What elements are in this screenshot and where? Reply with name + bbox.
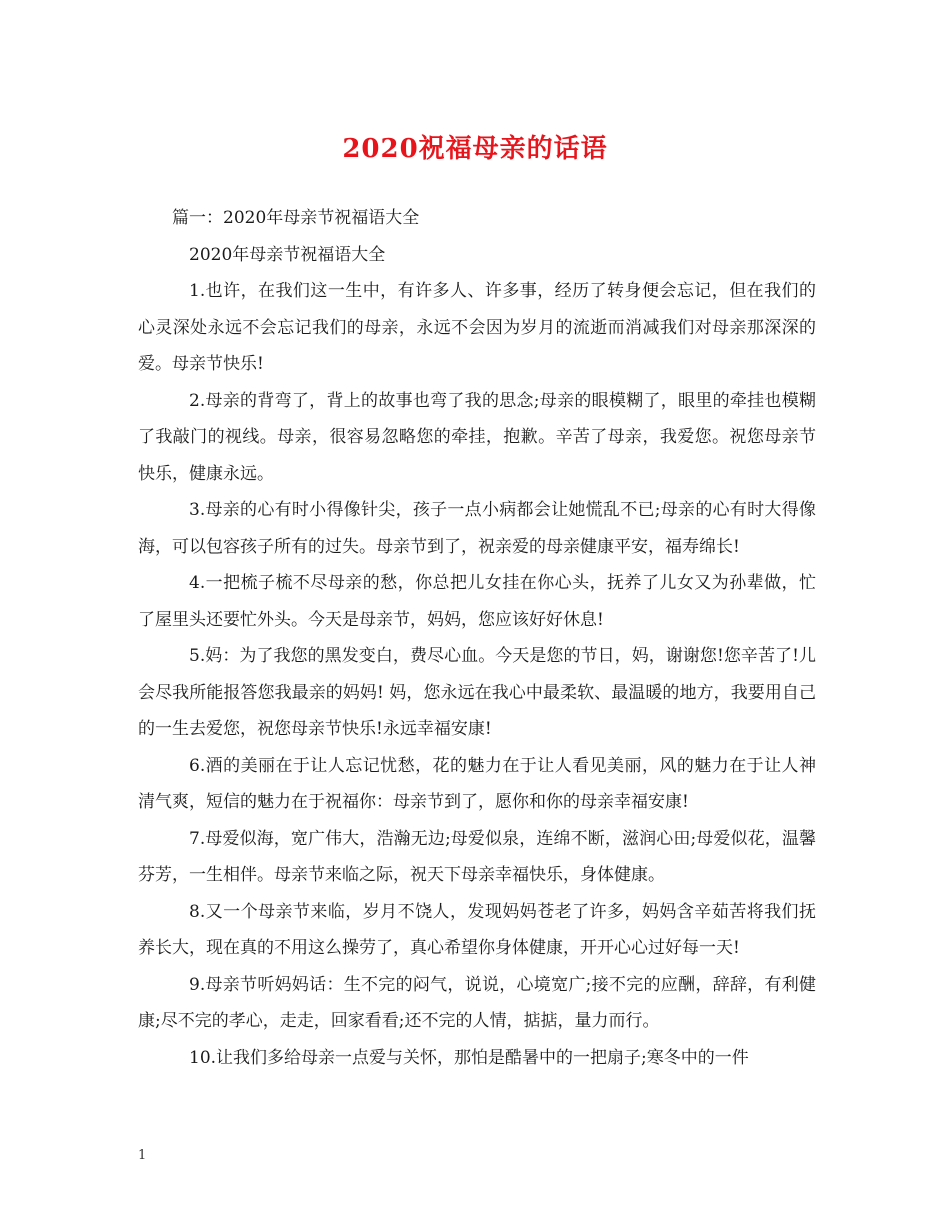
paragraph: 3.母亲的心有时小得像针尖，孩子一点小病都会让她慌乱不已;母亲的心有时大得像海，可以包容孩子所有的过失。母亲节到了，祝亲爱的母亲健康平安，福寿绵长! bbox=[138, 500, 816, 557]
paragraph: 9.母亲节听妈妈话：生不完的闷气，说说，心境宽广;接不完的应酬，辞辞，有利健康;尽不完的孝心，走走，回家看看;还不完的人情，掂掂，量力而行。 bbox=[138, 974, 816, 1031]
paragraph: 1.也许，在我们这一生中，有许多人、许多事，经历了转身便会忘记，但在我们的心灵深处永远不会忘记我们的母亲，永远不会因为岁月的流逝而消减我们对母亲那深深的爱。母亲节快乐! bbox=[138, 281, 816, 374]
section-heading: 篇一：2020年母亲节祝福语大全 bbox=[172, 208, 420, 228]
paragraph: 8.又一个母亲节来临，岁月不饶人，发现妈妈苍老了许多，妈妈含辛茹苦将我们抚养长大，现在真的不用这么操劳了，真心希望你身体健康，开开心心过好每一天! bbox=[138, 901, 816, 958]
paragraph: 4.一把梳子梳不尽母亲的愁，你总把儿女挂在你心头，抚养了儿女又为孙辈做，忙了屋里头还要忙外头。今天是母亲节，妈妈，您应该好好休息! bbox=[138, 573, 816, 630]
paragraph: 10.让我们多给母亲一点爱与关怀，那怕是酷暑中的一把扇子;寒冬中的一件 bbox=[189, 1047, 749, 1068]
paragraph: 7.母爱似海，宽广伟大，浩瀚无边;母爱似泉，连绵不断，滋润心田;母爱似花，温馨芬芳，一生相伴。母亲节来临之际，祝天下母亲幸福快乐，身体健康。 bbox=[138, 828, 816, 885]
page-number: 1 bbox=[138, 1148, 147, 1163]
paragraph: 6.酒的美丽在于让人忘记忧愁，花的魅力在于让人看见美丽，风的魅力在于让人神清气爽，短信的魅力在于祝福你：母亲节到了，愿你和你的母亲幸福安康! bbox=[138, 755, 816, 812]
document-title: 2020祝福母亲的话语 bbox=[342, 134, 608, 164]
paragraph: 2.母亲的背弯了，背上的故事也弯了我的思念;母亲的眼模糊了，眼里的牵挂也模糊了我敲门的视线。母亲，很容易忽略您的牵挂，抱歉。辛苦了母亲，我爱您。祝您母亲节快乐，健康永远。 bbox=[138, 390, 816, 484]
document-body bbox=[138, 200, 816, 1076]
paragraph: 5.妈：为了我您的黑发变白，费尽心血。今天是您的节日，妈，谢谢您!您辛苦了!儿会尽我所能报答您我最亲的妈妈! 妈，您永远在我心中最柔软、最温暖的地方，我要用自己的一生去爱您，祝您母亲节快乐!永远幸福安康! bbox=[138, 646, 816, 739]
subheading: 2020年母亲节祝福语大全 bbox=[189, 244, 386, 265]
